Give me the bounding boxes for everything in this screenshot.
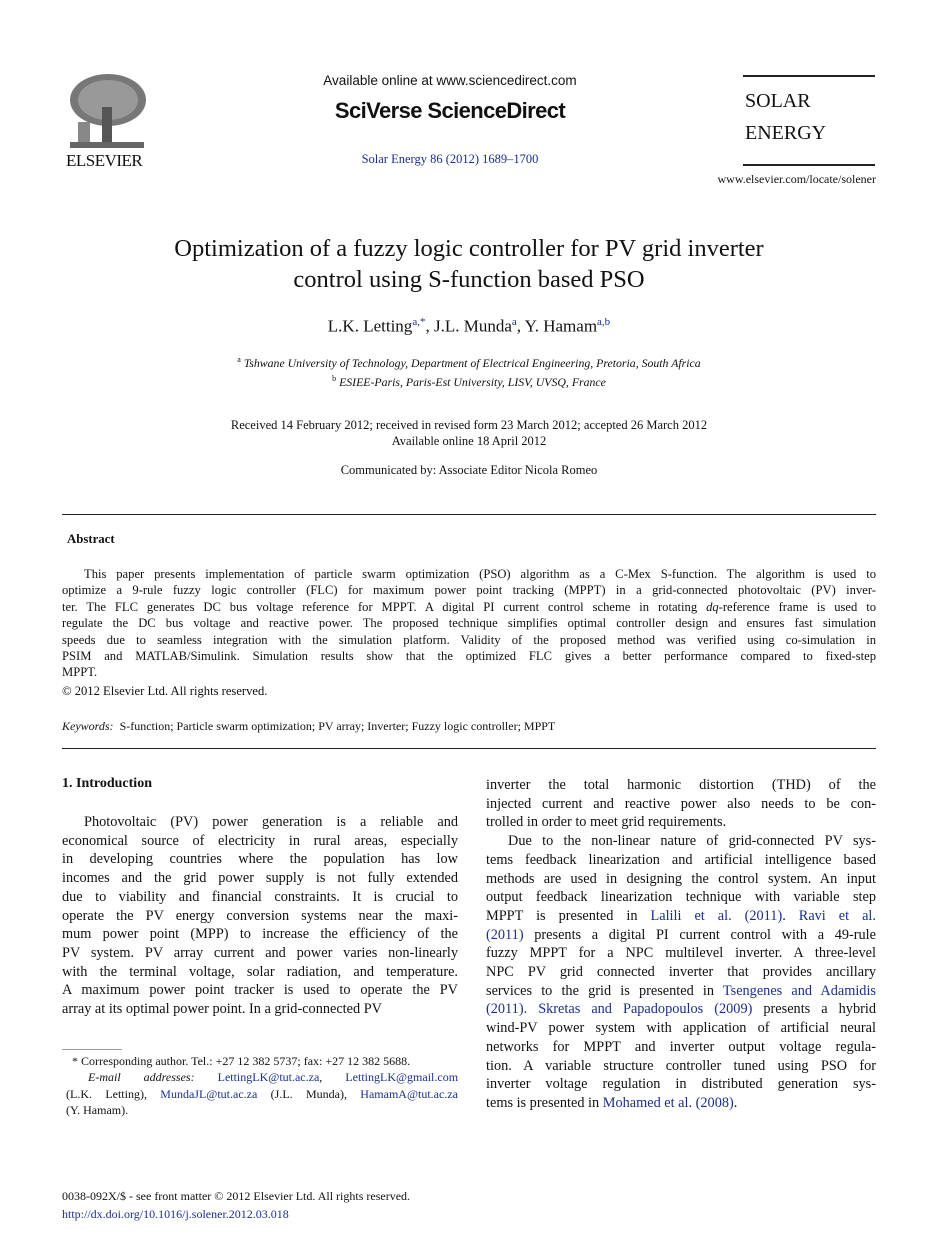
section-heading: 1. Introduction [62,776,152,791]
italic-run: E-mail addresses: [88,1070,195,1085]
affiliations [62,352,876,390]
available-online: Available online at www.sciencedirect.com [323,73,577,88]
text-line [62,664,876,680]
paper-title [62,233,876,295]
text-run: trolled in order to meet grid requirements. [486,814,727,831]
text-line [62,648,876,664]
separator: , [425,316,434,336]
text-run: array at its optimal power point. In a grid-connected PV [62,1001,382,1018]
text-run: (J.L. Munda), [257,1086,361,1101]
affiliation-marker[interactable]: a,* [412,316,426,328]
text-run: presents a hybrid [752,1001,876,1018]
communicated-by: Communicated by: Associate Editor Nicola Romeo [340,463,598,477]
text-run: mum power point (MPP) to increase the efficiency of the [62,926,458,943]
text-line [62,963,458,982]
text-run: . [782,907,799,924]
text-run: . [733,1094,738,1111]
reference-link[interactable]: LettingLK@gmail.com [345,1070,459,1085]
text-line [62,850,458,869]
text-run: inverter the total harmonic distortion (THD) of the [486,777,876,793]
article-dates [62,417,876,449]
text-run [195,1070,218,1084]
abstract-heading: Abstract [67,532,115,546]
doi-link[interactable]: http://dx.doi.org/10.1016/j.solener.2012.03.018 [62,1207,289,1221]
text-line [486,963,876,982]
text-run: tion. A variable structure controller tuned using PSO for [486,1057,876,1074]
text-run: output feedback linearization technique with variable step [486,889,876,906]
keywords-text: S-function; Particle swarm optimization; PV array; Inverter; Fuzzy logic controller; MPPT [119,719,556,733]
text-run: regulate the DC bus voltage and reactive power. The proposed technique simplifies optimal controller design and ensures fast simulation [62,616,876,631]
publisher-name: ELSEVIER [66,151,143,170]
affiliation-text: Tshwane University of Technology, Department of Electrical Engineering, Pretoria, South Africa [243,355,701,370]
text-run: (L.K. Letting), [66,1086,161,1101]
text-line [486,776,876,795]
separator: , [516,316,525,336]
text-line [486,907,876,926]
text-line [62,632,876,648]
reference-link[interactable]: MundaJL@tut.ac.za [160,1086,258,1101]
text-run: with the terminal voltage, solar radiation, and temperature. [62,963,458,980]
text-line [486,888,876,907]
journal-url[interactable]: www.elsevier.com/locate/solener [717,172,876,186]
text-line [486,982,876,1001]
footnote [66,1053,458,1118]
text-line [486,926,876,945]
author: J.L. Munda [433,316,512,336]
reference-link[interactable]: (2011). Skretas and Papadopoulos (2009) [486,1001,753,1018]
affiliation-marker[interactable]: a [511,316,517,328]
text-line [486,1038,876,1057]
text-run: economical source of electricity in rural areas, especially [62,832,458,849]
text-line [486,944,876,963]
italic-run: dq [706,599,719,614]
text-line [62,888,458,907]
text-line [486,832,876,851]
text-run: -reference frame is used to [718,599,876,614]
keywords [62,719,555,734]
text-run: This paper presents implementation of particle swarm optimization (PSO) algorithm as a C-Mex S-function. The algorithm is used to [84,567,876,581]
text-line [62,1000,458,1019]
text-line [62,615,876,631]
author: Y. Hamam [524,316,598,336]
text-line [62,981,458,1000]
text-line [486,813,876,832]
affiliation-marker[interactable]: a,b [597,316,611,328]
text-run: Photovoltaic (PV) power generation is a reliable and [84,814,458,830]
intro-left-column [62,813,458,1019]
text-line [486,1094,876,1113]
text-run: networks for MPPT and inverter output voltage regula- [486,1038,876,1055]
title-line: control using S-function based PSO [293,266,645,293]
text-line [62,599,876,615]
copyright: © 2012 Elsevier Ltd. All rights reserved. [62,684,268,698]
text-run: wind-PV power system with application of artificial neural [486,1020,876,1037]
text-run: * Corresponding author. Tel.: +27 12 382 5737; fax: +27 12 382 5688. [72,1054,411,1068]
text-line [66,1069,458,1085]
text-run: injected current and reactive power also needs to be con- [486,795,876,812]
text-line [486,1019,876,1038]
text-run: services to the grid is presented in [486,982,723,999]
text-line [66,1053,458,1069]
received-dates: Received 14 February 2012; received in revised form 23 March 2012; accepted 26 March 2012 [230,418,708,432]
text-run: due to viability and financial constraints. It is crucial to [62,888,458,905]
text-run: PSIM and MATLAB/Simulink. Simulation results show that the optimized FLC gives a better performance compared to fixed-step [62,649,876,664]
text-run: , [319,1070,346,1085]
text-line [486,1075,876,1094]
affiliation-text: ESIEE-Paris, Paris-Est University, LISV, UVSQ, France [339,374,606,389]
text-run: MPPT. [62,665,98,680]
text-line [486,795,876,814]
front-matter: 0038-092X/$ - see front matter © 2012 Elsevier Ltd. All rights reserved. [62,1189,411,1203]
reference-link[interactable]: Tsengenes and Adamidis [722,982,876,999]
text-line [486,1000,876,1019]
text-run: fuzzy MPPT for a NPC multilevel inverter. A three-level [486,945,876,962]
affiliation-sup: b [332,373,337,383]
author: L.K. Letting [327,316,413,336]
text-line [62,566,876,582]
affiliation-sup: a [237,355,241,364]
text-line [62,813,458,832]
text-line [62,832,458,851]
reference-link[interactable]: Mohamed et al. (2008) [602,1094,734,1111]
text-run: incomes and the grid power supply is not fully extended [62,870,458,887]
text-run: tems is presented in [486,1094,603,1111]
reference-link[interactable]: Ravi et al. [798,907,876,924]
text-line [66,1086,458,1102]
journal-logo-line2: energy [745,114,827,146]
reference-link[interactable]: (2011) [486,926,524,943]
intro-right-column [486,776,876,1113]
text-line [486,870,876,889]
reference-link[interactable]: LettingLK@tut.ac.za [217,1070,320,1085]
affiliation [62,371,876,390]
text-line [486,851,876,870]
text-run: methods are used in designing the control system. An input [486,870,876,887]
text-run: ter. The FLC generates DC bus voltage reference for MPPT. A digital PI current control scheme in rotating [62,599,707,614]
keywords-label: Keywords: [62,719,114,733]
text-run: tems feedback linearization and artificial intelligence based [486,851,876,868]
reference-link[interactable]: HamamA@tut.ac.za [360,1086,458,1101]
elsevier-tree-logo [66,72,148,150]
text-line [62,925,458,944]
text-line [62,582,876,598]
text-run: presents a digital PI current control with a 49-rule [523,926,876,943]
text-run: MPPT is presented in [486,907,651,924]
online-date: Available online 18 April 2012 [391,434,547,448]
title-line: Optimization of a fuzzy logic controller for PV grid inverter [174,235,764,262]
text-run: PV system. PV array current and power varies non-linearly [62,944,458,961]
abstract-body [62,566,876,681]
text-line [486,1057,876,1076]
sciverse-logo-text: SciVerse ScienceDirect [334,98,566,123]
affiliation [62,352,876,371]
author-list [62,316,876,337]
text-run: inverter voltage regulation in distributed generation sys- [486,1076,876,1093]
text-run: A maximum power point tracker is used to operate the PV [62,982,458,999]
text-line [66,1102,458,1118]
text-run: operate the PV energy conversion systems near the maxi- [62,907,458,924]
text-run: Due to the non-linear nature of grid-connected PV sys- [508,833,876,850]
text-line [62,907,458,926]
text-run: (Y. Hamam). [66,1102,129,1117]
journal-citation[interactable]: Solar Energy 86 (2012) 1689–1700 [361,152,539,166]
reference-link[interactable]: Lalili et al. (2011) [650,907,783,924]
text-run: in developing countries where the population has low [62,851,458,868]
journal-logo-line1: solar [745,82,811,114]
text-line [62,944,458,963]
text-run: NPC PV grid connected inverter that provides ancillary [486,964,876,981]
text-run: optimize a 9-rule fuzzy logic controller (FLC) for maximum power point tracking (MPPT) in a grid-connected photovoltaic (PV) inver- [62,583,876,598]
text-run: speeds due to seamless integration with the simulation platform. Validity of the proposed method was verified using co-simulation in [62,632,876,647]
text-line [62,869,458,888]
